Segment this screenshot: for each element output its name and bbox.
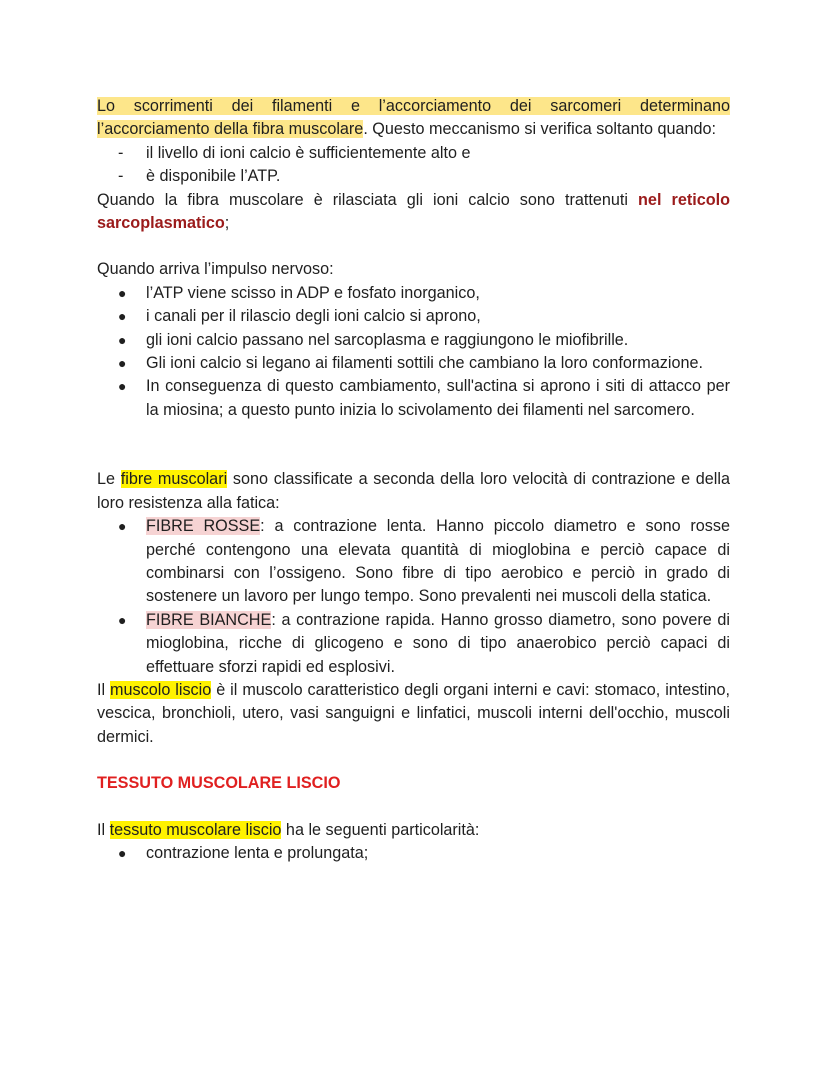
conditions-list: [97, 142, 730, 189]
highlighted-term: FIBRE BIANCHE: [146, 610, 272, 629]
paragraph-smooth-muscle: [97, 679, 730, 749]
bold-term: nel reticolo sarcoplasmatico: [97, 190, 730, 233]
bullet-icon: ●: [118, 284, 127, 301]
paragraph-text: Il: [97, 680, 111, 699]
list-item: [97, 305, 730, 328]
list-item-text: : a contrazione lenta. Hanno piccolo diametro e sono rosse perché contengono una elevata quantità di mioglobina e perciò capace di combinarsi con l’ossigeno. Sono fibre di tipo aerobico e perciò in grado di sostenere un lavoro per lungo tempo. Sono prevalenti nei muscoli della statica.: [146, 517, 730, 606]
highlighted-text: Lo scorrimenti dei filamenti e l’accorciamento dei sarcomeri determinano l’accorciamento della fibra muscolare: [97, 97, 730, 139]
list-item: [97, 515, 730, 609]
highlighted-text: muscolo liscio: [110, 680, 212, 699]
smooth-properties-list: [97, 842, 730, 865]
paragraph-fiber-classification: [97, 468, 730, 515]
bullet-icon: ●: [118, 378, 127, 395]
list-item: [97, 142, 730, 165]
list-item-text: In conseguenza di questo cambiamento, sull'actina si aprono i siti di attacco per la miosina; a questo punto inizia lo scivolamento dei filamenti nel sarcomero.: [146, 377, 730, 419]
bullet-icon: ●: [118, 331, 127, 348]
paragraph-smooth-tissue: [97, 819, 730, 842]
bullet-icon: ●: [118, 611, 127, 628]
list-item: [97, 352, 730, 375]
document-page: [97, 95, 730, 865]
fibre-types-list: [97, 515, 730, 679]
list-item: [97, 165, 730, 188]
list-item: [97, 329, 730, 352]
dash-marker: -: [118, 167, 124, 186]
impulse-steps-list: [97, 282, 730, 422]
highlighted-text: tessuto muscolare liscio: [109, 820, 282, 839]
section-heading: TESSUTO MUSCOLARE LISCIO: [97, 774, 341, 793]
bullet-icon: ●: [118, 355, 127, 372]
list-item-text: Gli ioni calcio si legano ai filamenti sottili che cambiano la loro conformazione.: [146, 354, 703, 373]
paragraph-sliding-filaments: [97, 95, 730, 142]
paragraph-relaxed-fiber: [97, 189, 730, 236]
list-item-text: contrazione lenta e prolungata;: [146, 843, 369, 862]
list-item: [97, 282, 730, 305]
list-item-text: l’ATP viene scisso in ADP e fosfato inorganico,: [146, 283, 480, 302]
paragraph-text: Quando la fibra muscolare è rilasciata gli ioni calcio sono trattenuti: [97, 190, 639, 209]
paragraph-text: Il: [97, 820, 110, 839]
bullet-icon: ●: [118, 518, 127, 535]
dash-marker: -: [118, 143, 124, 162]
highlighted-text: fibre muscolari: [120, 470, 228, 489]
list-item-text: : a contrazione rapida. Hanno grosso diametro, sono povere di mioglobina, ricche di glicogeno e sono di tipo anaerobico perciò capaci di effettuare sforzi rapidi ed esplosivi.: [146, 610, 730, 676]
paragraph-text: . Questo meccanismo si verifica soltanto quando:: [363, 120, 717, 139]
bullet-icon: ●: [118, 308, 127, 325]
highlighted-term: FIBRE ROSSE: [146, 517, 261, 536]
list-item: [97, 375, 730, 422]
list-item-text: è disponibile l’ATP.: [146, 167, 281, 186]
list-item-text: gli ioni calcio passano nel sarcoplasma e raggiungono le miofibrille.: [146, 330, 629, 349]
bullet-icon: ●: [118, 844, 127, 861]
paragraph-text: ;: [224, 214, 230, 233]
paragraph-text: ha le seguenti particolarità:: [281, 820, 480, 839]
paragraph-text: è il muscolo caratteristico degli organi interni e cavi: stomaco, intestino, vescica, bronchioli, utero, vasi sanguigni e linfatici, muscoli interni dell'occhio, muscoli dermici.: [97, 680, 730, 746]
list-item: [97, 609, 730, 679]
list-item-text: i canali per il rilascio degli ioni calcio si aprono,: [146, 307, 481, 326]
paragraph-nerve-impulse: Quando arriva l’impulso nervoso:: [97, 260, 334, 279]
paragraph-text: sono classificate a seconda della loro velocità di contrazione e della loro resistenza alla fatica:: [97, 470, 730, 512]
paragraph-text: Le: [97, 470, 121, 489]
list-item: [97, 842, 730, 865]
list-item-text: il livello di ioni calcio è sufficientemente alto e: [146, 143, 471, 162]
